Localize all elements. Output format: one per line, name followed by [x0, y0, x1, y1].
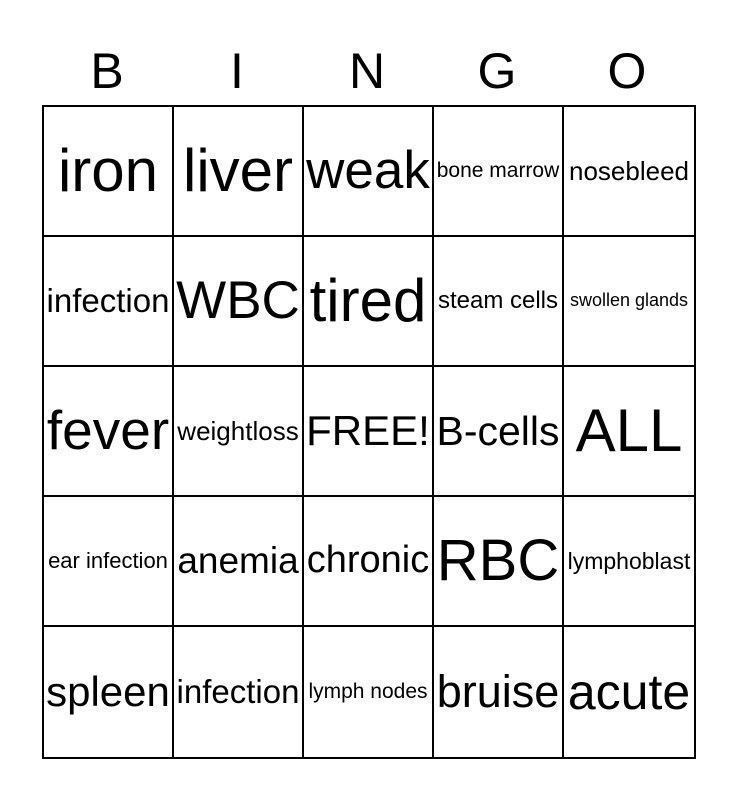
bingo-cell-label: nosebleed	[569, 155, 689, 186]
bingo-cell-label: weightloss	[177, 415, 299, 446]
bingo-cell-r4c4[interactable]	[564, 627, 694, 757]
bingo-cell-r3c3[interactable]	[434, 497, 564, 627]
bingo-cell-r4c0[interactable]	[44, 627, 174, 757]
bingo-letter-i: I	[230, 43, 244, 99]
bingo-cell-label: infection	[176, 673, 300, 711]
bingo-cell-r4c2[interactable]	[304, 627, 434, 757]
bingo-cell-label: WBC	[176, 271, 300, 331]
bingo-cell-label: chronic	[306, 539, 430, 582]
bingo-cell-label: bruise	[436, 665, 560, 717]
bingo-title	[42, 43, 692, 99]
bingo-cell-label: RBC	[436, 527, 560, 593]
bingo-cell-r0c2[interactable]	[304, 107, 434, 237]
bingo-cell-label: FREE!	[306, 407, 430, 455]
bingo-cell-label: ear infection	[48, 548, 168, 574]
bingo-cell-label: steam cells	[437, 287, 559, 315]
bingo-cell-label: tired	[309, 266, 427, 334]
bingo-cell-r1c0[interactable]	[44, 237, 174, 367]
bingo-cell-r1c1[interactable]	[174, 237, 304, 367]
bingo-cell-r0c0[interactable]	[44, 107, 174, 237]
bingo-cell-r2c3[interactable]	[434, 367, 564, 497]
bingo-letter-g: G	[477, 43, 517, 99]
bingo-cell-r2c4[interactable]	[564, 367, 694, 497]
bingo-cell-r0c4[interactable]	[564, 107, 694, 237]
bingo-letter-b: B	[90, 43, 124, 99]
bingo-cell-label: infection	[46, 282, 170, 320]
bingo-cell-r3c0[interactable]	[44, 497, 174, 627]
bingo-cell-label: liver	[182, 136, 293, 204]
bingo-cell-label: anemia	[177, 540, 299, 582]
bingo-cell-r4c3[interactable]	[434, 627, 564, 757]
bingo-cell-r3c1[interactable]	[174, 497, 304, 627]
bingo-cell-r0c3[interactable]	[434, 107, 564, 237]
bingo-cell-label: weak	[306, 141, 430, 201]
bingo-cell-label: fever	[46, 399, 170, 462]
bingo-cell-free[interactable]	[304, 367, 434, 497]
bingo-cell-label: lymph nodes	[308, 679, 428, 703]
bingo-cell-label: iron	[57, 136, 159, 204]
bingo-cell-label: ALL	[575, 396, 683, 464]
bingo-cell-r2c1[interactable]	[174, 367, 304, 497]
bingo-cell-label: acute	[567, 664, 691, 720]
bingo-cell-label: lymphoblast	[567, 547, 691, 574]
bingo-cell-r1c2[interactable]	[304, 237, 434, 367]
bingo-cell-r0c1[interactable]	[174, 107, 304, 237]
bingo-cell-label: swollen glands	[569, 290, 689, 311]
bingo-cell-r3c4[interactable]	[564, 497, 694, 627]
bingo-grid	[42, 105, 696, 759]
bingo-letter-o: O	[607, 43, 647, 99]
bingo-cell-r2c0[interactable]	[44, 367, 174, 497]
bingo-cell-label: bone marrow	[436, 158, 560, 182]
bingo-letter-n: N	[348, 43, 386, 99]
bingo-cell-r1c4[interactable]	[564, 237, 694, 367]
bingo-cell-label: spleen	[46, 668, 170, 716]
bingo-cell-label: B-cells	[436, 407, 560, 454]
bingo-cell-r4c1[interactable]	[174, 627, 304, 757]
bingo-cell-r1c3[interactable]	[434, 237, 564, 367]
bingo-cell-r3c2[interactable]	[304, 497, 434, 627]
